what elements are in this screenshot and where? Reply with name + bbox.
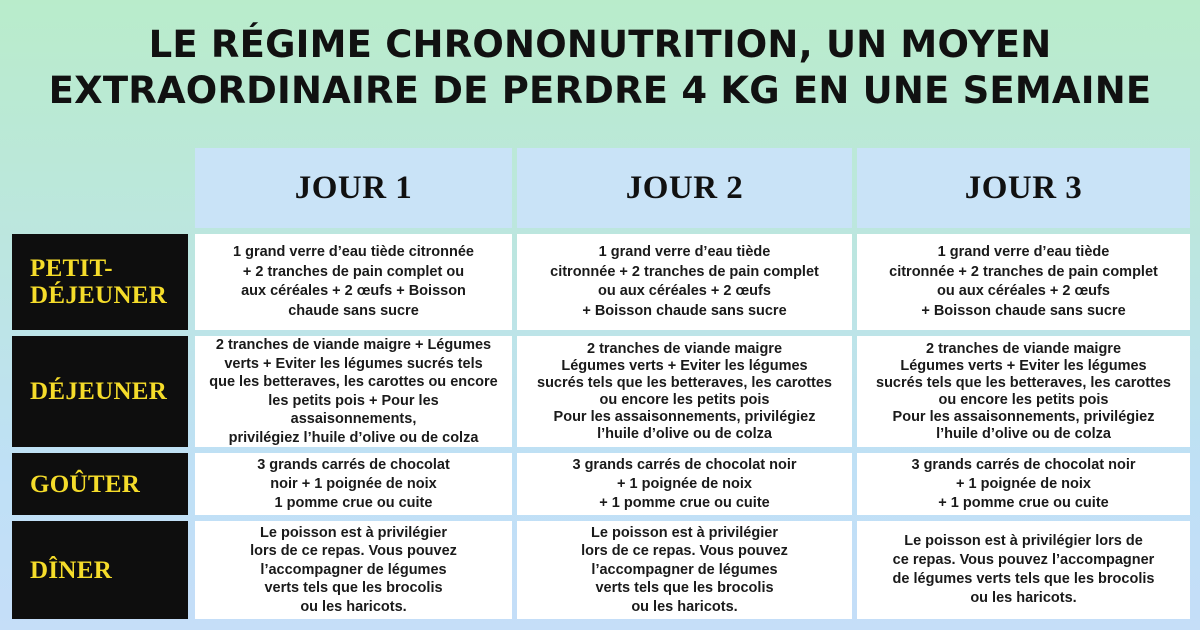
meal-cell: [857, 521, 1190, 619]
meal-cell-text: 2 tranches de viande maigre Légumes verts + Eviter les légumes sucrés tels que les betteraves, les carottes ou encore les petits pois Pour les assaisonnements, privilégiez l’huile d’olive ou de colza: [876, 340, 1171, 442]
meal-cell: [195, 336, 512, 447]
meal-cell-text: Le poisson est à privilégier lors de ce repas. Vous pouvez l’accompagner de légumes verts tels que les brocolis ou les haricots.: [250, 524, 457, 615]
meal-cell-text: 1 grand verre d’eau tiède citronnée + 2 tranches de pain complet ou aux céréales + 2 œufs + Boisson chaude sans sucre: [889, 244, 1158, 319]
meal-cell-text: 2 tranches de viande maigre Légumes verts + Eviter les légumes sucrés tels que les betteraves, les carottes ou encore les petits pois Pour les assaisonnements, privilégiez l’huile d’olive ou de colza: [537, 340, 832, 442]
title-line-2: EXTRAORDINAIRE DE PERDRE 4 KG EN UNE SEMAINE: [48, 69, 1152, 112]
column-header-day-3: [857, 148, 1190, 228]
meal-cell-text: 3 grands carrés de chocolat noir + 1 poignée de noix + 1 pomme crue ou cuite: [572, 456, 797, 511]
row-header-diner: [12, 521, 188, 619]
column-header-label: JOUR 2: [625, 169, 744, 206]
meal-cell: [195, 453, 512, 515]
page-title: [0, 22, 1200, 114]
meal-cell: [517, 336, 852, 447]
row-header-gouter: [12, 453, 188, 515]
meal-cell-text: 2 tranches de viande maigre + Légumes verts + Eviter les légumes sucrés tels que les betteraves, les carottes ou encore les petits pois + Pour les assaisonnements, privilégiez l’huile d’olive ou de colza: [209, 337, 498, 446]
meal-cell-text: 3 grands carrés de chocolat noir + 1 poignée de noix 1 pomme crue ou cuite: [257, 456, 450, 511]
meal-cell-text: 1 grand verre d’eau tiède citronnée + 2 tranches de pain complet ou aux céréales + 2 œufs + Boisson chaude sans sucre: [233, 244, 474, 319]
meal-cell: [517, 521, 852, 619]
meal-cell-text: 1 grand verre d’eau tiède citronnée + 2 tranches de pain complet ou aux céréales + 2 œufs + Boisson chaude sans sucre: [550, 244, 819, 319]
meal-cell-text: Le poisson est à privilégier lors de ce repas. Vous pouvez l’accompagner de légumes verts tels que les brocolis ou les haricots.: [892, 533, 1155, 606]
meal-cell-text: 3 grands carrés de chocolat noir + 1 poignée de noix + 1 pomme crue ou cuite: [911, 456, 1136, 511]
column-header-day-2: [517, 148, 852, 228]
meal-cell: [195, 521, 512, 619]
meal-cell: [517, 234, 852, 330]
title-line-1: LE RÉGIME CHRONONUTRITION, UN MOYEN: [148, 23, 1052, 66]
meal-cell-text: Le poisson est à privilégier lors de ce repas. Vous pouvez l’accompagner de légumes verts tels que les brocolis ou les haricots.: [581, 524, 788, 615]
row-header-label: DÎNER: [30, 556, 113, 584]
meal-plan-table: [12, 148, 1190, 624]
meal-cell: [857, 453, 1190, 515]
column-header-label: JOUR 1: [294, 169, 413, 206]
meal-cell: [517, 453, 852, 515]
column-header-label: JOUR 3: [964, 169, 1083, 206]
meal-cell: [857, 234, 1190, 330]
row-header-label: GOÛTER: [30, 470, 141, 498]
meal-cell: [857, 336, 1190, 447]
row-header-label: PETIT- DÉJEUNER: [30, 255, 168, 309]
column-header-day-1: [195, 148, 512, 228]
row-header-dejeuner: [12, 336, 188, 447]
row-header-petit-dejeuner: [12, 234, 188, 330]
row-header-label: DÉJEUNER: [30, 378, 168, 405]
meal-cell: [195, 234, 512, 330]
